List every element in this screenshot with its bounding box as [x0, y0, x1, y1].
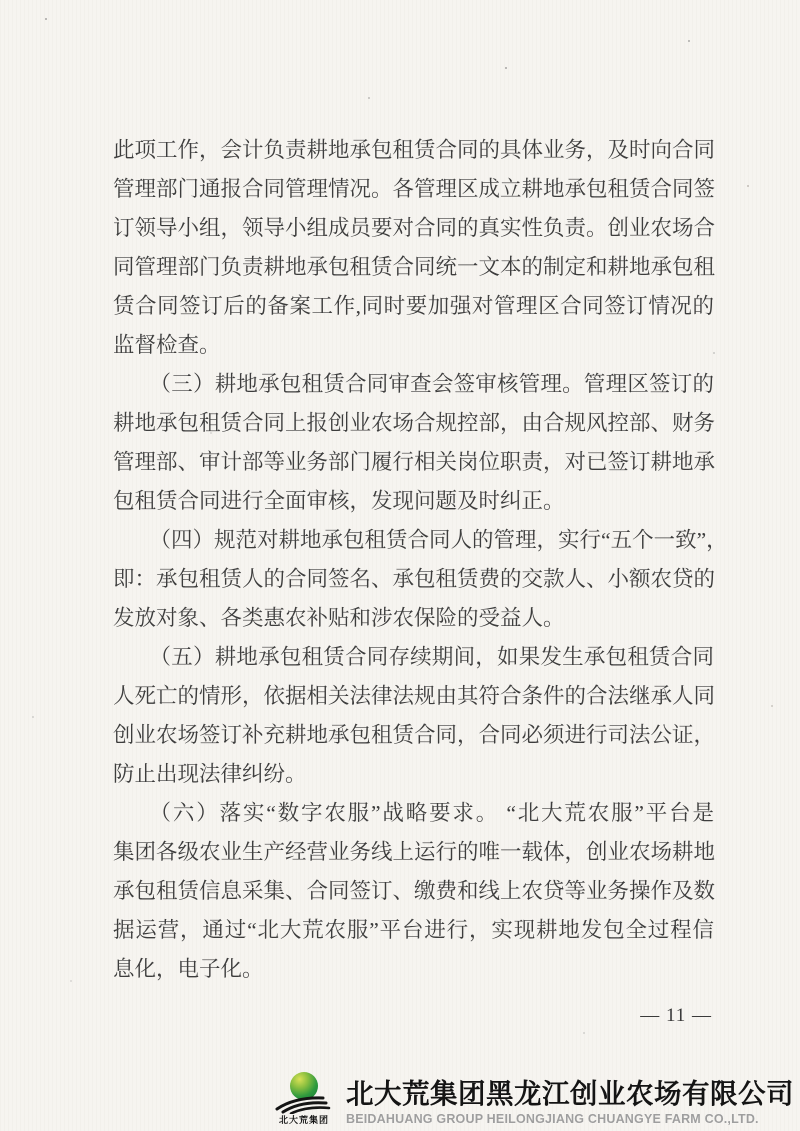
text-line: 耕地承包租赁合同上报创业农场合规控部，由合规风控部、财务 — [113, 411, 716, 435]
text-line: （五）耕地承包租赁合同存续期间，如果发生承包租赁合同 — [149, 645, 714, 669]
text-line: 发放对象、各类惠农补贴和涉农保险的受益人。 — [113, 606, 565, 630]
text-line: 据运营，通过“北大荒农服”平台进行，实现耕地发包全过程信 — [113, 918, 714, 942]
text-line: 集团各级农业生产经营业务线上运行的唯一载体，创业农场耕地 — [113, 840, 716, 864]
paragraph — [113, 638, 714, 794]
text-line: （六）落实“数字农服”战略要求。 “北大荒农服”平台是 — [149, 801, 714, 825]
paragraph — [113, 131, 714, 365]
text-line: 创业农场签订补充耕地承包租赁合同，合同必须进行司法公证， — [113, 723, 716, 747]
text-line: 订领导小组，领导小组成员要对合同的真实性负责。创业农场合 — [113, 216, 716, 240]
text-line: 承包租赁信息采集、合同签订、缴费和线上农贷等业务操作及数 — [113, 879, 716, 903]
company-footer — [271, 1072, 794, 1126]
company-name-cn: 北大荒集团黑龙江创业农场有限公司 — [346, 1078, 794, 1110]
text-line: 人死亡的情形，依据相关法律法规由其符合条件的合法继承人同 — [113, 684, 716, 708]
logo-caption: 北大荒集团 — [278, 1115, 329, 1125]
text-line: 监督检查。 — [113, 333, 221, 357]
text-line: 管理部门通报合同管理情况。各管理区成立耕地承包租赁合同签 — [113, 177, 716, 201]
text-line: 防止出现法律纠纷。 — [113, 762, 307, 786]
company-name-en: BEIDAHUANG GROUP HEILONGJIANG CHUANGYE FARM CO.,LTD. — [346, 1112, 759, 1126]
text-line: 此项工作，会计负责耕地承包租赁合同的具体业务，及时向合同 — [113, 138, 716, 162]
paragraph — [113, 521, 728, 638]
text-line: 同管理部门负责耕地承包租赁合同统一文本的制定和耕地承包租 — [113, 255, 716, 279]
text-line: 管理部、审计部等业务部门履行相关岗位职责，对已签订耕地承 — [113, 450, 716, 474]
text-line: （四）规范对耕地承包租赁合同人的管理，实行“五个一致”， — [149, 528, 728, 552]
company-logo — [271, 1072, 337, 1126]
scan-noise — [0, 0, 2, 2]
text-line: 赁合同签订后的备案工作,同时要加强对管理区合同签订情况的 — [113, 294, 714, 318]
text-line: 息化，电子化。 — [113, 957, 264, 981]
logo-furrows-icon — [275, 1096, 333, 1114]
text-line: 即：承包租赁人的合同签名、承包租赁费的交款人、小额农贷的 — [113, 567, 716, 591]
text-line: 包租赁合同进行全面审核，发现问题及时纠正。 — [113, 489, 565, 513]
paragraph — [113, 365, 714, 521]
document-body — [113, 131, 728, 989]
page-number: — 11 — — [640, 1005, 712, 1026]
company-name-block — [346, 1080, 794, 1126]
paragraph — [113, 794, 714, 989]
text-line: （三）耕地承包租赁合同审查会签审核管理。管理区签订的 — [149, 372, 714, 396]
